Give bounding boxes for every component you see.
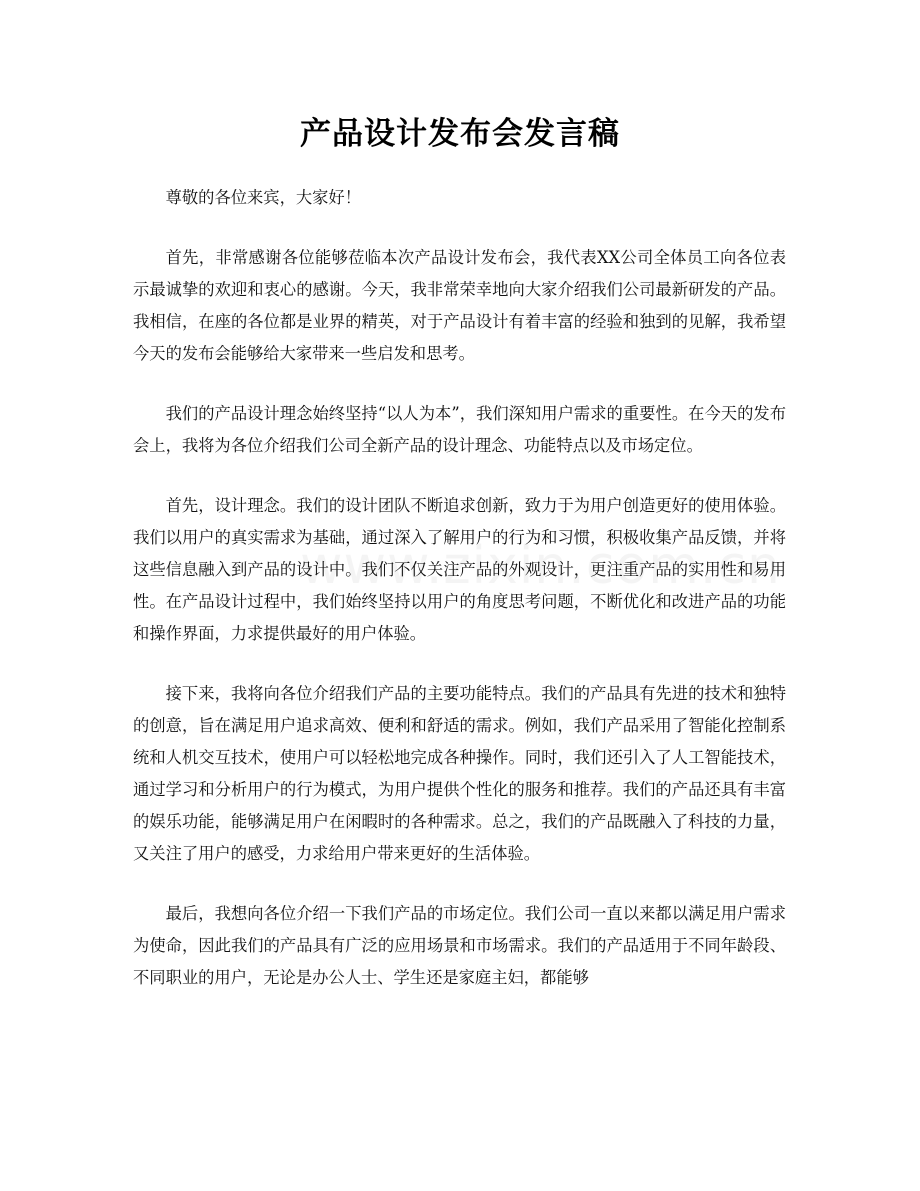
design-concept-paragraph: 首先，设计理念。我们的设计团队不断追求创新，致力于为用户创造更好的使用体验。我们以用户的真实需求为基础，通过深入了解用户的行为和习惯，积极收集产品反馈，并将这些信息融入到产品的设计中。我们不仅关注产品的外观设计，更注重产品的实用性和易用性。在产品设计过程中，我们始终坚持以用户的角度思考问题，不断优化和改进产品的功能和操作界面，力求提供最好的用户体验。 [133,496,786,643]
market-position-paragraph: 最后，我想向各位介绍一下我们产品的市场定位。我们公司一直以来都以满足用户需求为使命，因此我们的产品具有广泛的应用场景和市场需求。我们的产品适用于不同年龄段、不同职业的用户，无论是办公人士、学生还是家庭主妇，都能够 [133,904,786,987]
document-title: 产品设计发布会发言稿 [300,116,620,152]
philosophy-paragraph: 我们的产品设计理念始终坚持“以人为本”，我们深知用户需求的重要性。在今天的发布会上，我将为各位介绍我们公司全新产品的设计理念、功能特点以及市场定位。 [133,404,786,455]
features-paragraph: 接下来，我将向各位介绍我们产品的主要功能特点。我们的产品具有先进的技术和独特的创意，旨在满足用户追求高效、便利和舒适的需求。例如，我们产品采用了智能化控制系统和人机交互技术，使用户可以轻松地完成各种操作。同时，我们还引入了人工智能技术，通过学习和分析用户的行为模式，为用户提供个性化的服务和推荐。我们的产品还具有丰富的娱乐功能，能够满足用户在闲暇时的各种需求。总之，我们的产品既融入了科技的力量，又关注了用户的感受，力求给用户带来更好的生活体验。 [133,684,786,863]
document-body [133,182,786,1022]
greeting-paragraph: 尊敬的各位来宾，大家好！ [165,188,361,207]
opening-paragraph: 首先，非常感谢各位能够莅临本次产品设计发布会，我代表XX公司全体员工向各位表示最诚挚的欢迎和衷心的感谢。今天，我非常荣幸地向大家介绍我们公司最新研发的产品。我相信，在座的各位都是业界的精英，对于产品设计有着丰富的经验和独到的见解，我希望今天的发布会能够给大家带来一些启发和思考。 [133,248,786,363]
